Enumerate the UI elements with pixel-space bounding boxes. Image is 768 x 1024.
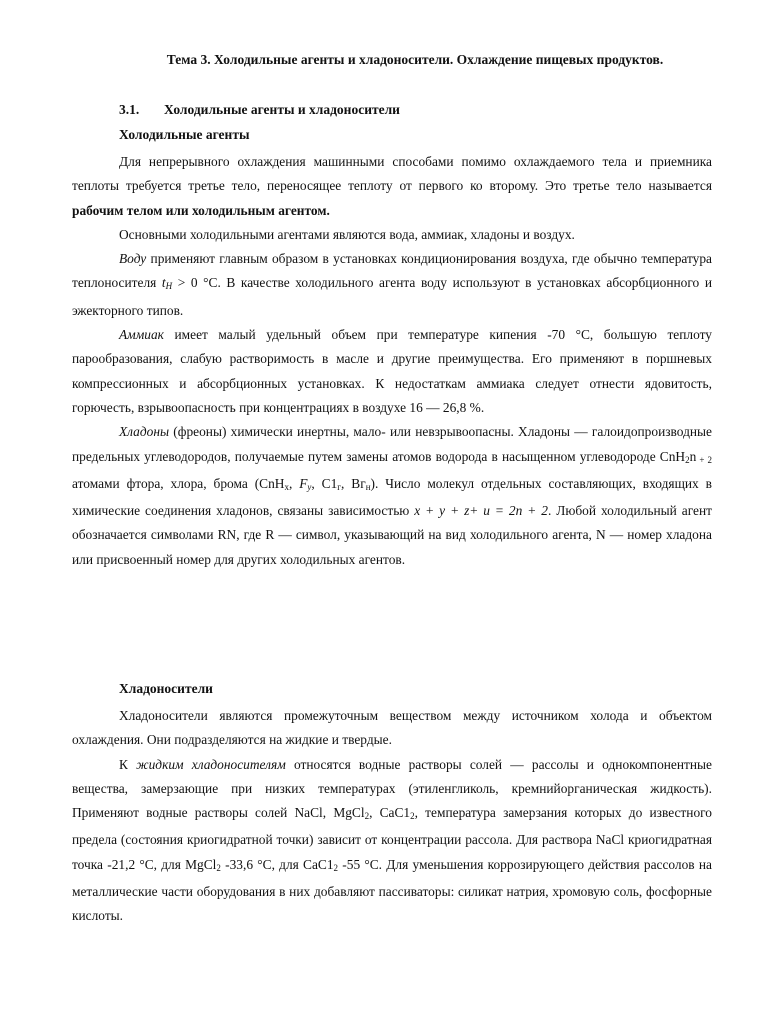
section-heading: [119, 102, 400, 118]
subheading-refrigerants: Холодильные агенты: [119, 127, 250, 142]
paragraph: Основными холодильными агентами являются вода, аммиак, хладоны и воздух.: [119, 226, 575, 242]
paragraph: Хладоны (фреоны) химически инертны, мало- или невзрывоопасны. Хладоны — галоидопроизводные предельных углеводородов, получаемые путем замены атомов водорода в насыщенном углеводороде СnH$_2$n $_{+ 2}$ атомами фтора, хлора, брома (СnН$_х$, $F_y$, $С1_г$, $Вг_н$). Число молекул отдельных составляющих, входящих в химические соединения хладонов, связаны зависимостью х + у + z+ и = 2n + 2. Любой холодильный агент обозначается символами RN, где R — символ, указывающий на вид холодильного агента, N — номер хладона или присвоенный номер для других холодильных агентов.: [72, 424, 713, 567]
subheading-coolants: Хладоносители: [119, 681, 213, 696]
paragraph: Воду применяют главным образом в установках кондиционирования воздуха, где обычно температура теплоносителя $t_Н > 0$ °С. В качестве холодильного агента воду используют в установках абсорбционного и эжекторного типов.: [72, 251, 712, 318]
paragraph: Аммиак имеет малый удельный объем при температуре кипения -70 °С, большую теплоту парообразования, слабую растворимость в масле и другие преимущества. Его применяют в поршневых компрессионных и абсорбционных установках. К недостаткам аммиака следует отнести ядовитость, горючесть, взрывоопасность при концентрациях в воздухе 16 — 26,8 %.: [72, 327, 712, 415]
section-title: Холодильные агенты и хладоносители: [164, 102, 400, 117]
refrigerants-body: [72, 150, 712, 572]
coolants-body: [72, 704, 712, 929]
section-number: 3.1.: [119, 102, 140, 117]
paragraph: К жидким хладоносителям относятся водные растворы солей — рассолы и однокомпонентные вещества, замерзающие при низких температурах (этиленгликоль, кремнийорганическая жидкость). Применяют водные растворы солей NaCl, MgCl$_2$, $СаС1_2$, температура замерзания которых до известного предела (состояния криогидратной точки) зависит от концентрации рассола. Для раствора NaCl криогидратная точка -21,2 °С, для MgCl$_2$ -33,6 °С, для $СаС1_2$ -55 °С. Для уменьшения коррозирующего действия рассолов на металлические части оборудования в них добавляют пассиваторы: силикат натрия, хромовую соль, фосфорные кислоты.: [72, 756, 712, 924]
paragraph: Для непрерывного охлаждения машинными способами помимо охлаждаемого тела и приемника теплоты требуется третье тело, переносящее теплоту от первого ко второму. Это третье тело называется рабочим телом или холодильным агентом.: [72, 154, 712, 218]
paragraph: Хладоносители являются промежуточным веществом между источником холода и объектом охлаждения. Они подразделяются на жидкие и твердые.: [72, 708, 712, 748]
page-title: Тема 3. Холодильные агенты и хладоносители. Охлаждение пищевых продуктов.: [166, 52, 664, 67]
